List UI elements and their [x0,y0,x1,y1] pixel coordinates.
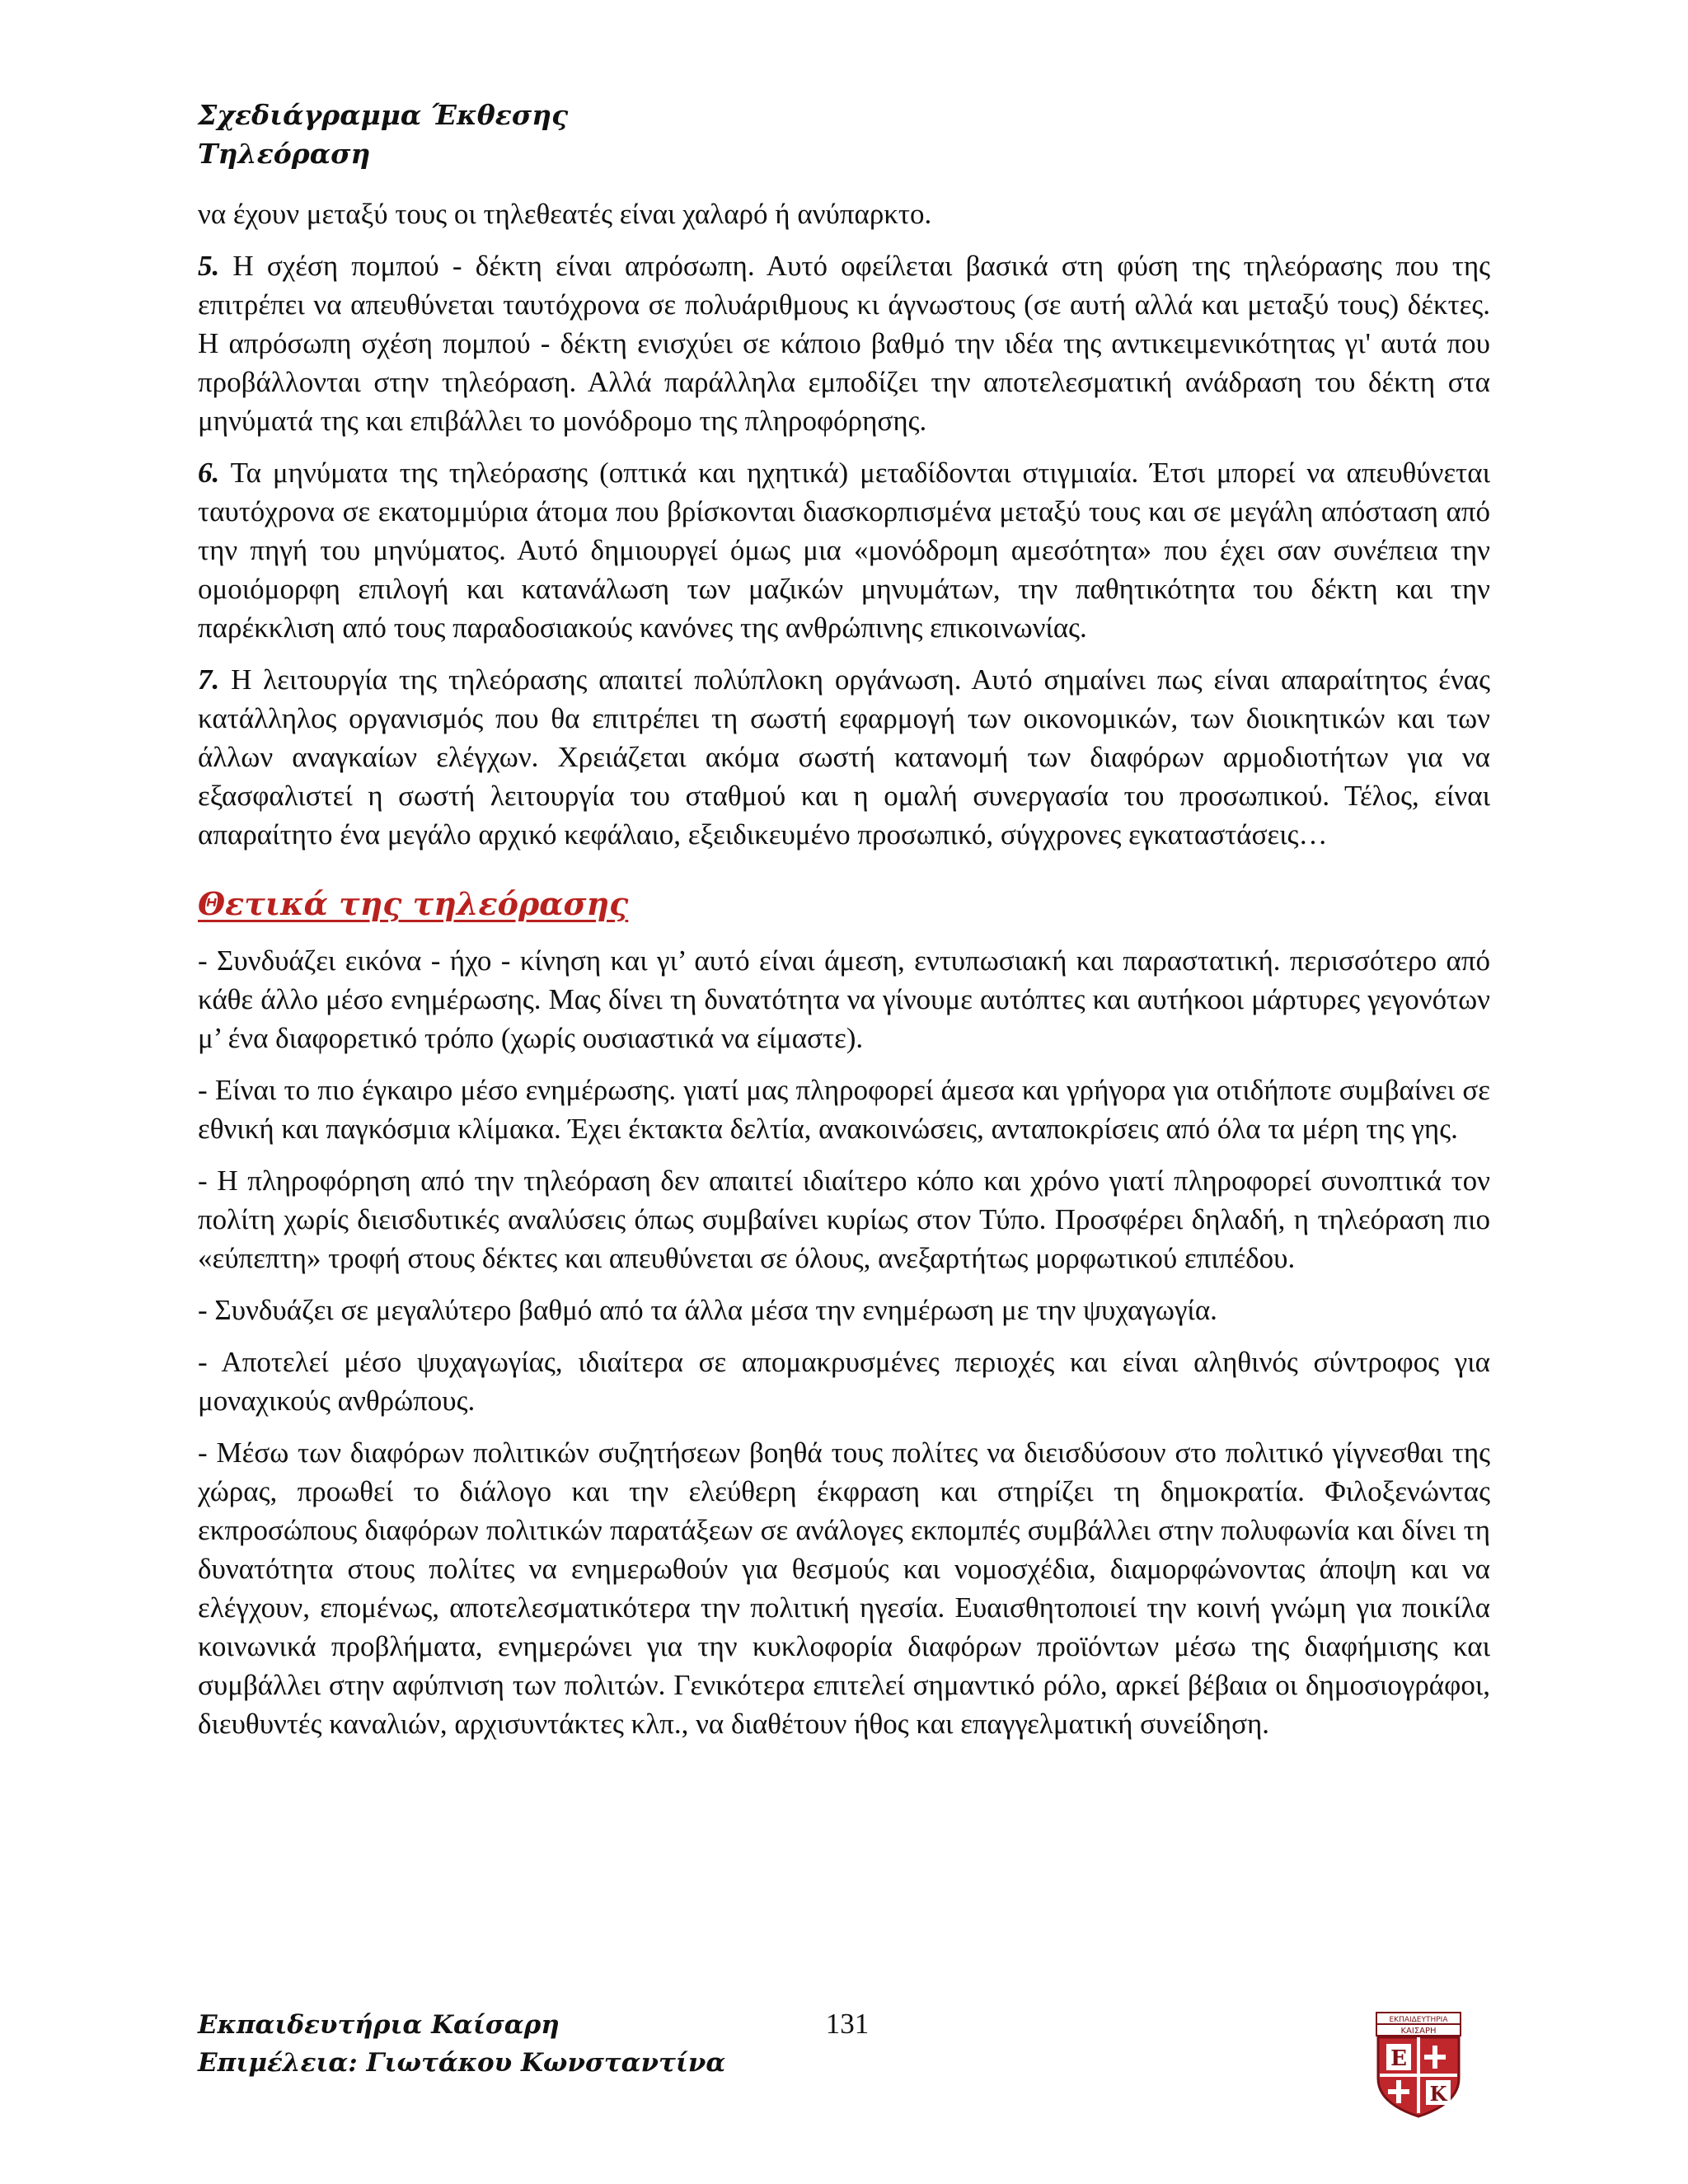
point-text: Τα μηνύματα της τηλεόρασης (οπτικά και ηχητικά) μεταδίδονται στιγμιαία. Έτσι μπορεί να απευθύνεται ταυτόχρονα σε εκατομμύρια άτομα που βρίσκονται διασκορπισμένα μεταξύ τους και σε μεγάλη απόσταση από την πηγή του μηνύματος. Αυτό δημιουργεί όμως μια «μονόδρομη αμεσότητα» που έχει σαν συνέπεια την ομοιόμορφη επιλογή και κατανάλωση των μαζικών μηνυμάτων, την παθητικότητα του δέκτη και την παρέκκλιση από τους παραδοσιακούς κανόνες της ανθρώπινης επικοινωνίας. [198,457,1490,644]
bullet-paragraph: - Συνδυάζει σε μεγαλύτερο βαθμό από τα άλλα μέσα την ενημέρωση με την ψυχαγωγία. [198,1294,1217,1326]
header-subtitle: Τηλεόραση [198,138,371,170]
section-heading: Θετικά της τηλεόρασης [198,885,629,922]
point-number: 6. [198,457,220,489]
svg-text:ΚΑΙΣΑΡΗ: ΚΑΙΣΑΡΗ [1400,2027,1437,2036]
footer-school-name: Εκπαιδευτήρια Καίσαρη [198,2010,560,2040]
header-title: Σχεδιάγραμμα Έκθεσης [198,99,569,131]
page-footer [198,2006,725,2082]
bullet-paragraph: - Η πληροφόρηση από την τηλεόραση δεν απαιτεί ιδιαίτερο κόπο και χρόνο γιατί πληροφορεί συνοπτικά τον πολίτη χωρίς διεισδυτικές αναλύσεις όπως συμβαίνει κυρίως στον Τύπο. Προσφέρει δηλαδή, η τηλεόραση πιο «εύπεπτη» τροφή στους δέκτες και απευθύνεται σε όλους, ανεξαρτήτως μορφωτικού επιπέδου. [198,1165,1490,1274]
bullet-paragraph: - Αποτελεί μέσο ψυχαγωγίας, ιδιαίτερα σε απομακρυσμένες περιοχές και είναι αληθινός σύντροφος για μοναχικούς ανθρώπους. [198,1346,1490,1417]
page-content [198,194,1490,1756]
point-paragraph-7 [198,660,1490,854]
bullet-paragraph: - Συνδυάζει εικόνα - ήχο - κίνηση και γι’ αυτό είναι άμεση, εντυπωσιακή και παραστατική. περισσότερο από κάθε άλλο μέσο ενημέρωσης. Μας δίνει τη δυνατότητα να γίνουμε αυτόπτες και αυτήκοοι μάρτυρες γεγονότων μ’ ένα διαφορετικό τρόπο (χωρίς ουσιαστικά να είμαστε). [198,944,1490,1054]
point-text: Η σχέση πομπού - δέκτη είναι απρόσωπη. Αυτό οφείλεται βασικά στη φύση της τηλεόρασης που της επιτρέπει να απευθύνεται ταυτόχρονα σε πολυάριθμους κι άγνωστους (σε αυτή αλλά και μεταξύ τους) δέκτες. Η απρόσωπη σχέση πομπού - δέκτη ενισχύει σε κάποιο βαθμό την ιδέα της αντικειμενικότητας γι' αυτά που προβάλλονται στην τηλεόραση. Αλλά παράλληλα εμποδίζει την αποτελεσματική ανάδραση του δέκτη στα μηνύματά της και επιβάλλει το μονόδρομο της πληροφόρησης. [198,250,1490,437]
page-header [198,96,568,173]
point-number: 7. [198,663,220,696]
point-paragraph-5 [198,246,1490,440]
svg-text:Ε: Ε [1390,2046,1407,2071]
point-text: Η λειτουργία της τηλεόρασης απαιτεί πολύπλοκη οργάνωση. Αυτό σημαίνει πως είναι απαραίτητος ένας κατάλληλος οργανισμός που θα επιτρέπει τη σωστή εφαρμογή των οικονομικών, των διοικητικών και των άλλων αναγκαίων ελέγχων. Χρειάζεται ακόμα σωστή κατανομή των διαφόρων αρμοδιοτήτων για να εξασφαλιστεί η σωστή λειτουργία του σταθμού και η ομαλή συνεργασία του προσωπικού. Τέλος, είναι απαραίτητο ένα μεγάλο αρχικό κεφάλαιο, εξειδικευμένο προσωπικό, σύγχρονες εγκαταστάσεις… [198,663,1490,851]
bullet-paragraph: - Μέσω των διαφόρων πολιτικών συζητήσεων βοηθά τους πολίτες να διεισδύσουν στο πολιτικό γίγνεσθαι της χώρας, προωθεί το διάλογο και την ελεύθερη έκφραση και στηρίζει τη δημοκρατία. Φιλοξενώντας εκπροσώπους διαφόρων πολιτικών παρατάξεων σε ανάλογες εκπομπές συμβάλλει στην πολυφωνία και δίνει τη δυνατότητα στους πολίτες να ενημερωθούν για θεσμούς και νομοσχέδια, διαμορφώνοντας άποψη και να ελέγχουν, επομένως, αποτελεσματικότερα την πολιτική ηγεσία. Ευαισθητοποιεί την κοινή γνώμη για ποικίλα κοινωνικά προβλήματα, ενημερώνει για την κυκλοφορία διαφόρων προϊόντων μέσω της διαφήμισης και συμβάλλει στην αφύπνιση των πολιτών. Γενικότερα επιτελεί σημαντικό ρόλο, αρκεί βέβαια οι δημοσιογράφοι, διευθυντές καναλιών, αρχισυντάκτες κλπ., να διαθέτουν ήθος και επαγγελματική συνείδηση. [198,1436,1490,1740]
footer-editor: Επιμέλεια: Γιωτάκου Κωνσταντίνα [198,2048,726,2078]
bullet-paragraph: - Είναι το πιο έγκαιρο μέσο ενημέρωσης. γιατί μας πληροφορεί άμεσα και γρήγορα για οτιδήποτε συμβαίνει σε εθνική και παγκόσμια κλίμακα. Έχει έκτακτα δελτία, ανακοινώσεις, ανταποκρίσεις από όλα τα μέρη της γης. [198,1074,1490,1145]
svg-text:ΕΚΠΑΙΔΕΥΤΗΡΙΑ: ΕΚΠΑΙΔΕΥΤΗΡΙΑ [1389,2016,1448,2024]
page-number: 131 [825,2008,870,2040]
school-logo-icon [1373,2011,1464,2118]
svg-text:Κ: Κ [1429,2082,1447,2106]
intro-paragraph: να έχουν μεταξύ τους οι τηλεθεατές είναι χαλαρό ή ανύπαρκτο. [198,198,932,230]
point-paragraph-6 [198,453,1490,647]
point-number: 5. [198,250,220,282]
